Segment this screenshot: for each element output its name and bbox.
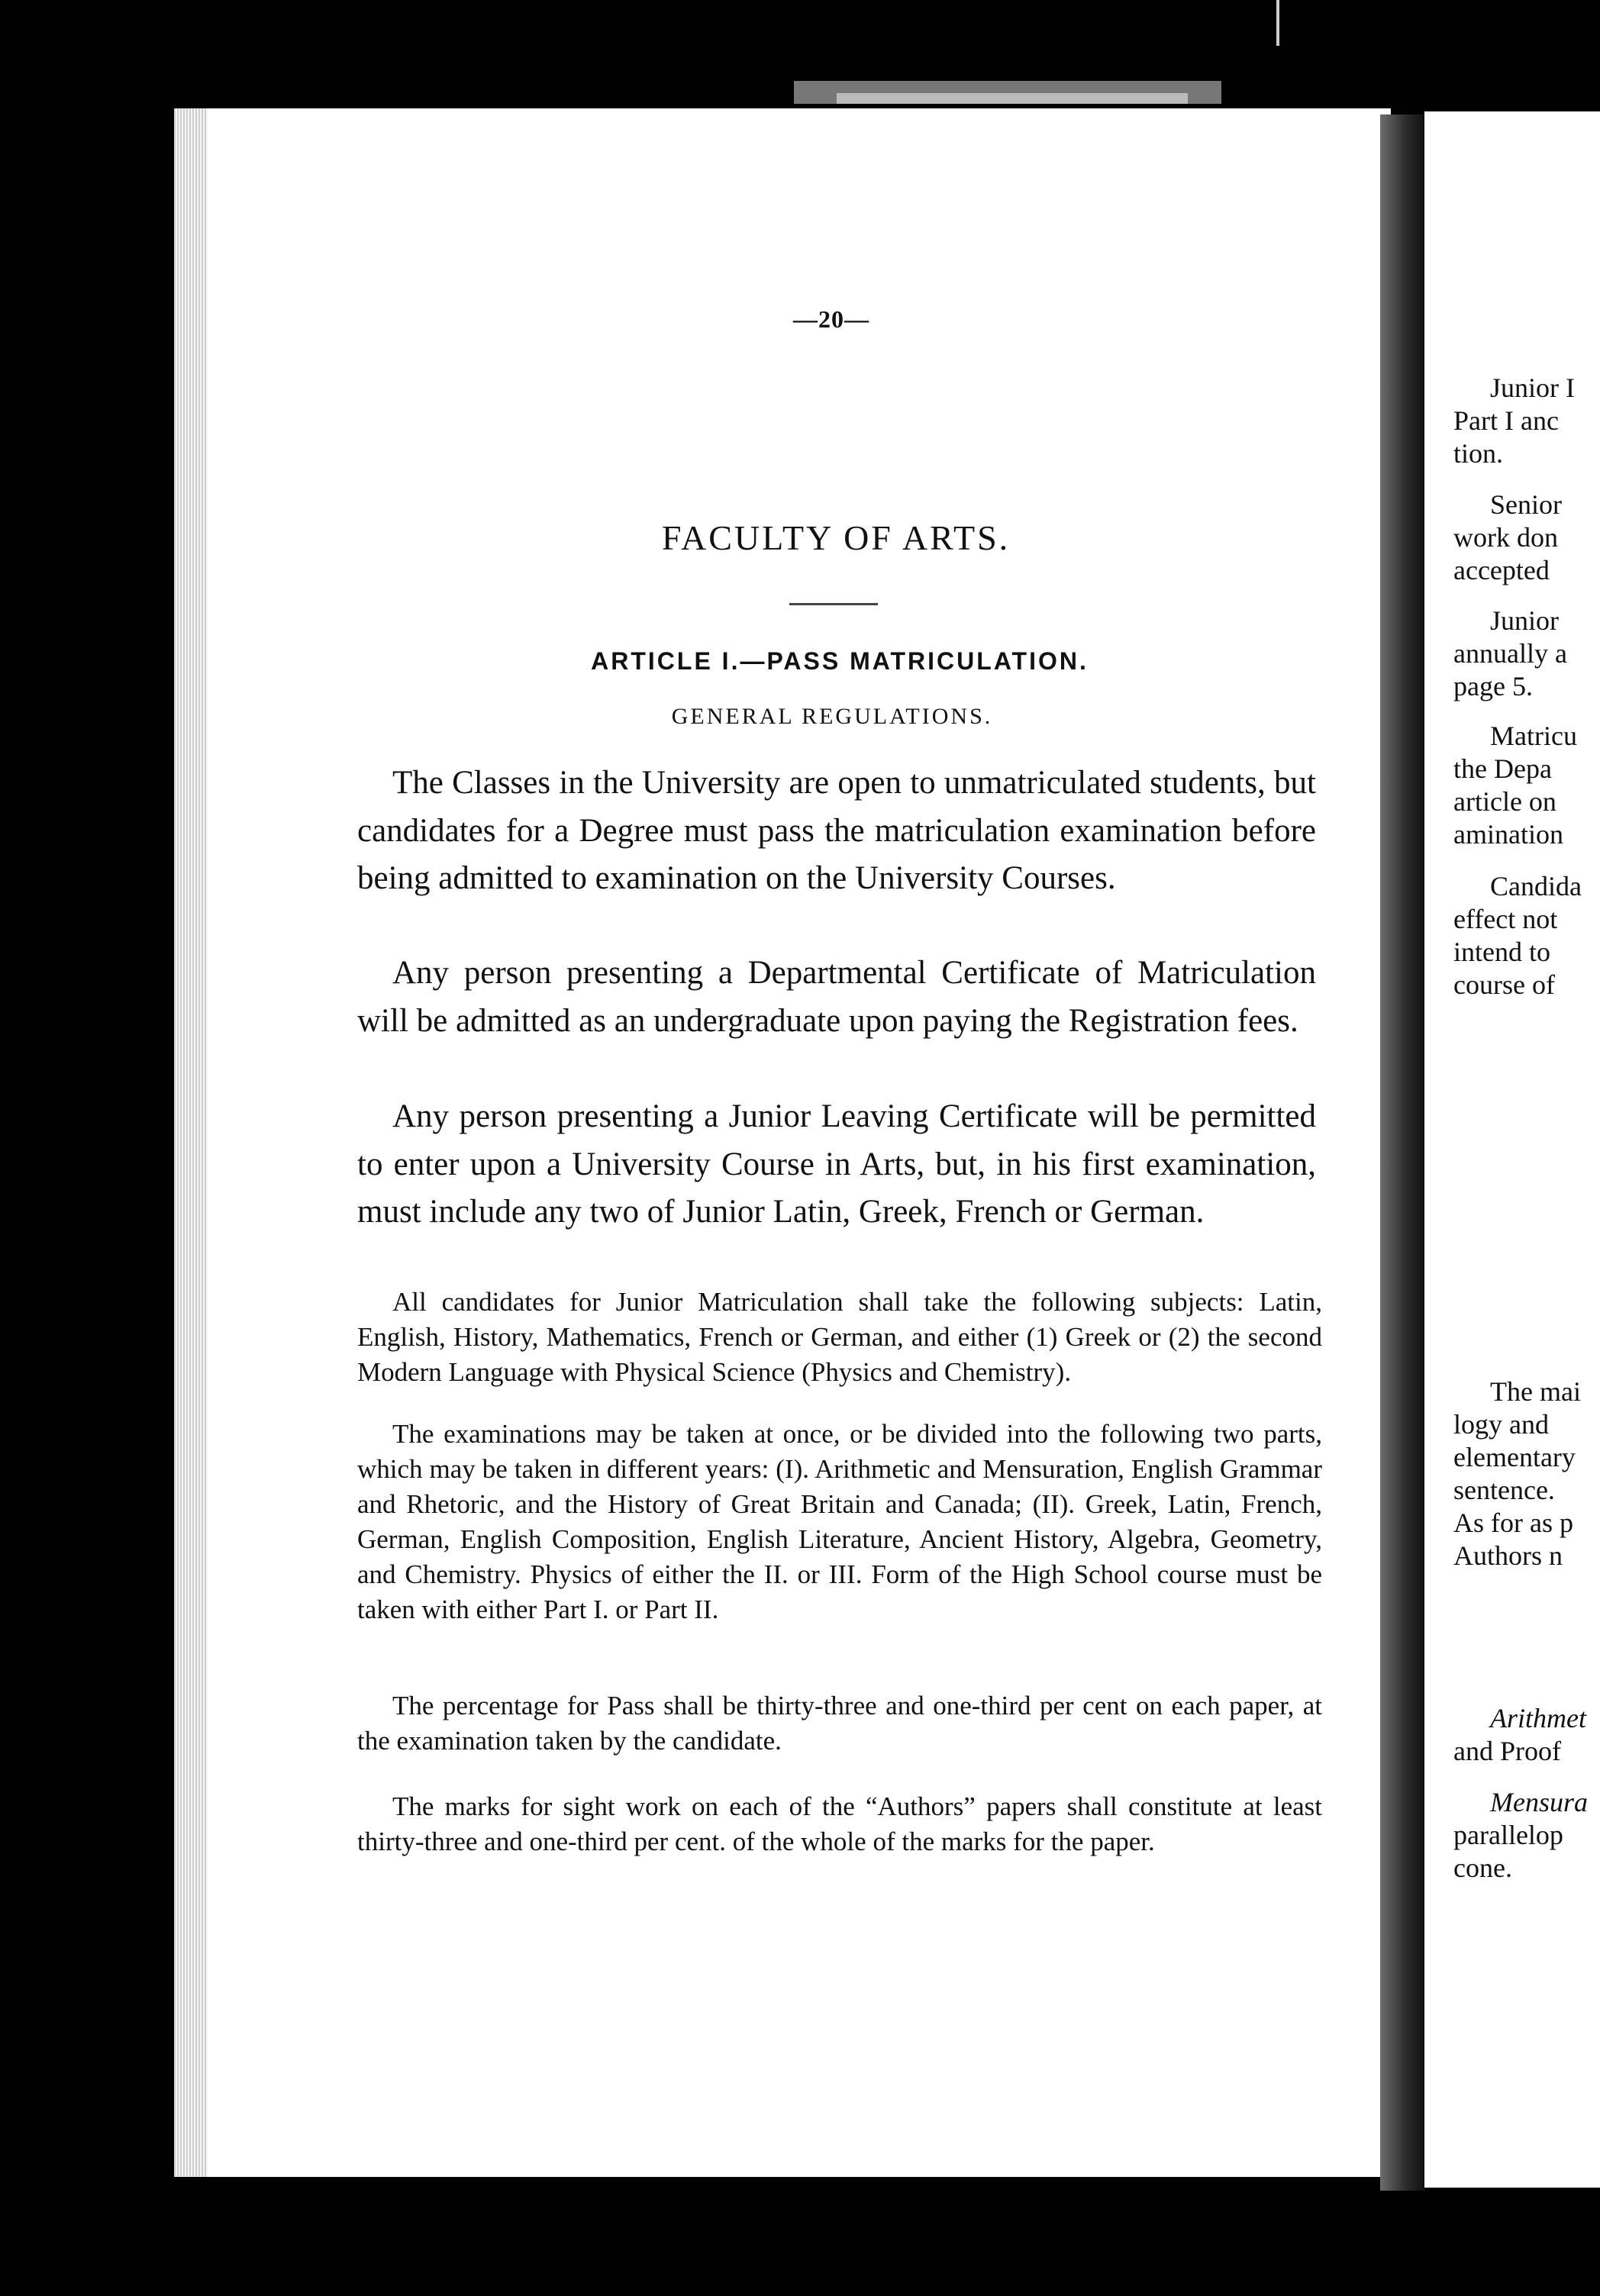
- paragraph-junior-leaving: [357, 1093, 1316, 1237]
- right-line: course of: [1453, 969, 1555, 1000]
- right-line: tion.: [1453, 438, 1504, 469]
- paragraph-text: All candidates for Junior Matriculation shall take the following subjects: Latin, English, History, Mathematics, French or German, and either (1) Greek or (2) the second Modern Language with Physical Science (Physics and Chemistry).: [357, 1287, 1322, 1387]
- paragraph-text: The examinations may be taken at once, or be divided into the following two parts, which may be taken in different years: (I). Arithmetic and Mensuration, English Grammar and Rhetoric, and the History of Great Britain and Canada; (II). Greek, Latin, French, German, English Composition, English Literature, Ancient History, Algebra, Geometry, and Chemistry. Physics of either the II. or III. Form of the High School course must be taken with either Part I. or Part II.: [357, 1419, 1322, 1624]
- paragraph-text: The percentage for Pass shall be thirty-three and one-third per cent on each paper, at the examination taken by the candidate.: [357, 1691, 1322, 1756]
- right-line: cone.: [1453, 1853, 1512, 1883]
- book-top-edge-inner: [837, 93, 1188, 104]
- section-title: GENERAL REGULATIONS.: [671, 704, 993, 729]
- right-line: Arithmet: [1490, 1703, 1586, 1733]
- paragraph-subjects: [357, 1285, 1322, 1390]
- paragraph-text: The Classes in the University are open to unmatriculated students, but candidates for a Degree must pass the matriculation examination before being admitted to examination on the University Courses.: [357, 765, 1316, 896]
- right-line: work don: [1453, 522, 1558, 553]
- book-gutter: [1380, 114, 1424, 2191]
- right-line: annually a: [1453, 638, 1567, 669]
- right-line: Authors n: [1453, 1540, 1563, 1571]
- right-line: Candida: [1490, 871, 1582, 901]
- right-line: accepted: [1453, 555, 1550, 585]
- paragraph-classes: [357, 759, 1316, 903]
- paragraph-text: Any person presenting a Departmental Certificate of Matriculation will be admitted as an undergraduate upon paying the Registration fees.: [357, 955, 1316, 1039]
- right-line: page 5.: [1453, 671, 1533, 701]
- right-line: Mensura: [1490, 1787, 1588, 1817]
- right-line: the Depa: [1453, 753, 1552, 784]
- paragraph-examination-parts: [357, 1417, 1322, 1627]
- right-line: amination: [1453, 819, 1563, 850]
- paragraph-departmental: [357, 950, 1316, 1045]
- paragraph-percentage: [357, 1688, 1322, 1759]
- right-line: Junior I: [1490, 372, 1575, 403]
- right-line: sentence.: [1453, 1475, 1555, 1505]
- faculty-title: FACULTY OF ARTS.: [661, 518, 1011, 557]
- right-line: Part I anc: [1453, 405, 1559, 436]
- right-line: intend to: [1453, 937, 1550, 967]
- right-line: parallelop: [1453, 1820, 1563, 1850]
- right-line: Matricu: [1490, 721, 1577, 751]
- paragraph-text: The marks for sight work on each of the “Authors” papers shall constitute at least thirty-three and one-third per cent. of the whole of the marks for the paper.: [357, 1791, 1322, 1856]
- paragraph-sight-work: [357, 1789, 1322, 1859]
- page-edge-stack: [174, 108, 208, 2177]
- title-divider: [789, 603, 878, 605]
- right-line: The mai: [1490, 1376, 1581, 1407]
- right-line: Senior: [1490, 489, 1562, 520]
- page-number: —20—: [793, 305, 869, 333]
- right-line: As for as p: [1453, 1508, 1573, 1538]
- article-title: ARTICLE I.—PASS MATRICULATION.: [591, 647, 1089, 675]
- right-line: logy and: [1453, 1409, 1549, 1440]
- right-line: article on: [1453, 786, 1556, 817]
- right-line: effect not: [1453, 904, 1558, 934]
- scan-mark: [1276, 0, 1279, 46]
- paragraph-text: Any person presenting a Junior Leaving Certificate will be permitted to enter upon a University Course in Arts, but, in his first examination, must include any two of Junior Latin, Greek, French or German.: [357, 1098, 1316, 1230]
- right-line: and Proof: [1453, 1736, 1561, 1766]
- right-line: elementary: [1453, 1442, 1576, 1472]
- right-line: Junior: [1490, 605, 1559, 636]
